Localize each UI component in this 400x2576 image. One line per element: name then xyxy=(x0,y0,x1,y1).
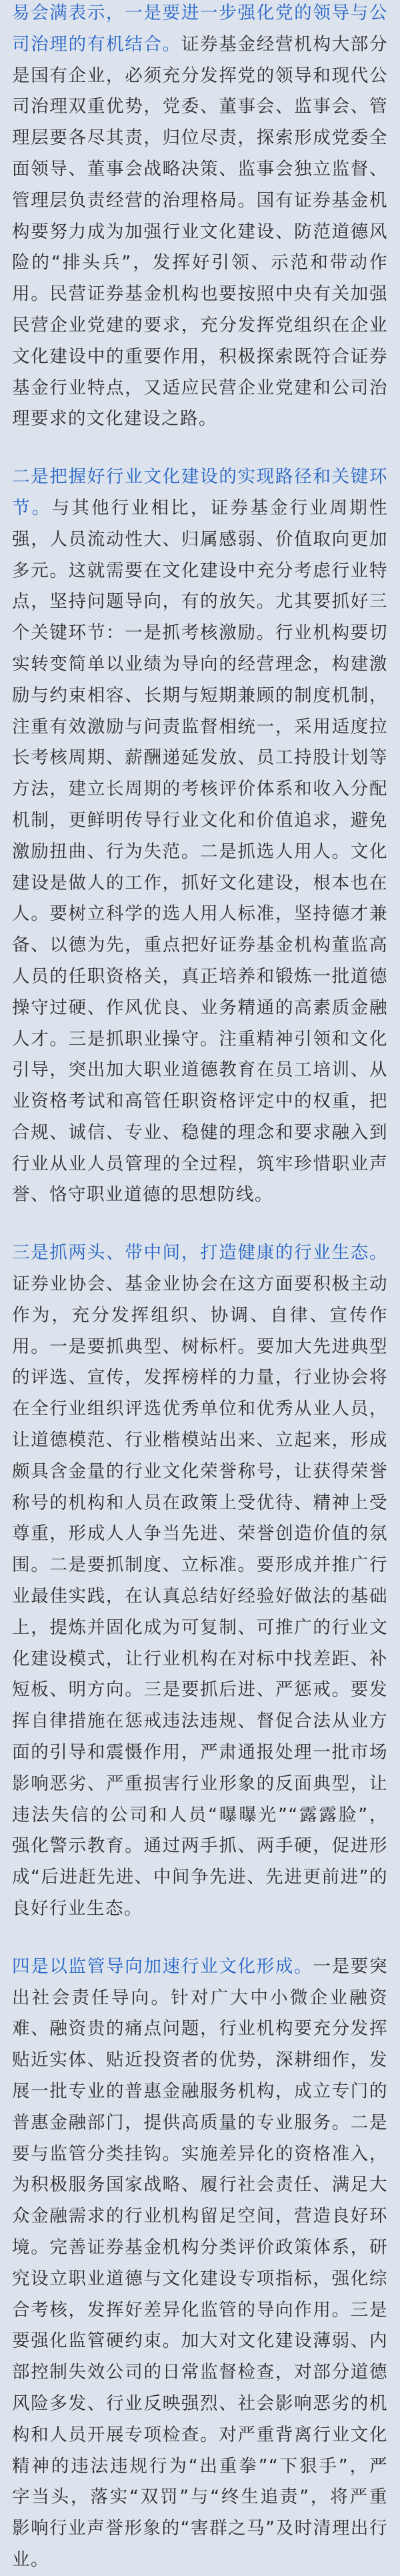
paragraph-lead-highlight: 四是以监管导向加速行业文化形成。 xyxy=(12,1956,313,1977)
paragraph-industry-ecology xyxy=(12,1238,388,1925)
paragraph-body-text: 证券基金经营机构大部分是国有企业，必须充分发挥党的领导和现代公司治理双重优势，党委、董事会、监事会、管理层要各尽其责，归位尽责，探索形成党委全面领导、董事会战略决策、监事会独立监督、管理层负责经营的治理格局。国有证券基金机构要努力成为加强行业文化建设、防范道德风险的“排头兵”，发挥好引领、示范和带动作用。民营证券基金机构也要按照中央有关加强民营企业党建的要求，充分发挥党组织在企业文化建设中的重要作用，积极探索既符合证券基金行业特点，又适应民营企业党建和公司治理要求的文化建设之路。 xyxy=(12,33,389,430)
paragraph-body-text: 一是要突出社会责任导向。针对广大中小微企业融资难、融资贵的痛点问题，行业机构要充分发挥贴近实体、贴近投资者的优势，深耕细作，发展一批专业的普惠金融服务机构，成立专门的普惠金融部门，提供高质量的专业服务。二是要与监管分类挂钩。实施差异化的资格准入，为积极服务国家战略、履行社会责任、满足大众金融需求的行业机构留足空间，营造良好环境。完善证券基金机构分类评价政策体系，研究设立职业道德与文化建设专项指标，强化综合考核，发挥好差异化监管的导向作用。三是要强化监管硬约束。加大对文化建设薄弱、内部控制失效公司的日常监督检查，对部分道德风险多发、行业反映强烈、社会影响恶劣的机构和人员开展专项检查。对严重背离行业文化精神的违法违规行为“出重拳”“下狠手”，严字当头，落实“双罚”与“终生追责”，将严重影响行业声誉形象的“害群之马”及时清理出行业。 xyxy=(12,1956,389,2570)
paragraph-body-text: 与其他行业相比，证券基金行业周期性强，人员流动性大、归属感弱、价值取向更加多元。这就需要在文化建设中充分考虑行业特点，坚持问题导向，有的放矢。尤其要抓好三个关键环节：一是抓考核激励。行业机构要切实转变简单以业绩为导向的经营理念，构建激励与约束相容、长期与短期兼顾的制度机制，注重有效激励与问责监督相统一，采用适度拉长考核周期、薪酬递延发放、员工持股计划等方法，建立长周期的考核评价体系和收入分配机制，更鲜明传导行业文化和价值追求，避免激励扭曲、行为失范。二是抓选人用人。文化建设是做人的工作，抓好文化建设，根本也在人。要树立科学的选人用人标准，坚持德才兼备、以德为先，重点把好证券基金机构董监高人员的任职资格关，真正培养和锻炼一批道德操守过硬、作风优良、业务精通的高素质金融人才。三是抓职业操守。注重精神引领和文化引导，突出加大职业道德教育在员工培训、从业资格考试和高管任职资格评定中的权重，把合规、诚信、专业、稳健的理念和要求融入到行业从业人员管理的全过程，筑牢珍惜职业声誉、恪守职业道德的思想防线。 xyxy=(12,497,389,1206)
paragraph-regulatory-guidance xyxy=(12,1952,388,2576)
paragraph-lead-highlight: 易会满表示，一是要进一步强化党的领导与公司治理的有机结合。 xyxy=(12,3,388,55)
paragraph-lead-highlight: 二是把握好行业文化建设的实现路径和关键环节。 xyxy=(12,466,388,518)
paragraph-implementation-path xyxy=(12,462,388,1211)
paragraph-party-leadership xyxy=(12,0,388,435)
paragraph-lead-highlight: 三是抓两头、带中间，打造健康的行业生态。 xyxy=(12,1242,388,1264)
paragraph-body-text: 证券业协会、基金业协会在这方面要积极主动作为，充分发挥组织、协调、自律、宣传作用。一是要抓典型、树标杆。要加大先进典型的评选、宣传，发挥榜样的力量，行业协会将在全行业组织评选优秀单位和优秀从业人员，让道德模范、行业楷模站出来、立起来，形成颇具含金量的行业文化荣誉称号，让获得荣誉称号的机构和人员在政策上受优待、精神上受尊重，形成人人争当先进、荣誉创造价值的氛围。二是要抓制度、立标准。要形成并推广行业最佳实践，在认真总结好经验好做法的基础上，提炼并固化成为可复制、可推广的行业文化建设模式，让行业机构在对标中找差距、补短板、明方向。三是要抓后进、严惩戒。要发挥自律措施在惩戒违法违规、督促合法从业方面的引导和震慑作用，严肃通报处理一批市场影响恶劣、严重损害行业形象的反面典型，让违法失信的公司和人员“曝曝光”“露露脸”，强化警示教育。通过两手抓、两手硬，促进形成“后进赶先进、中间争先进、先进更前进”的良好行业生态。 xyxy=(12,1274,388,1919)
